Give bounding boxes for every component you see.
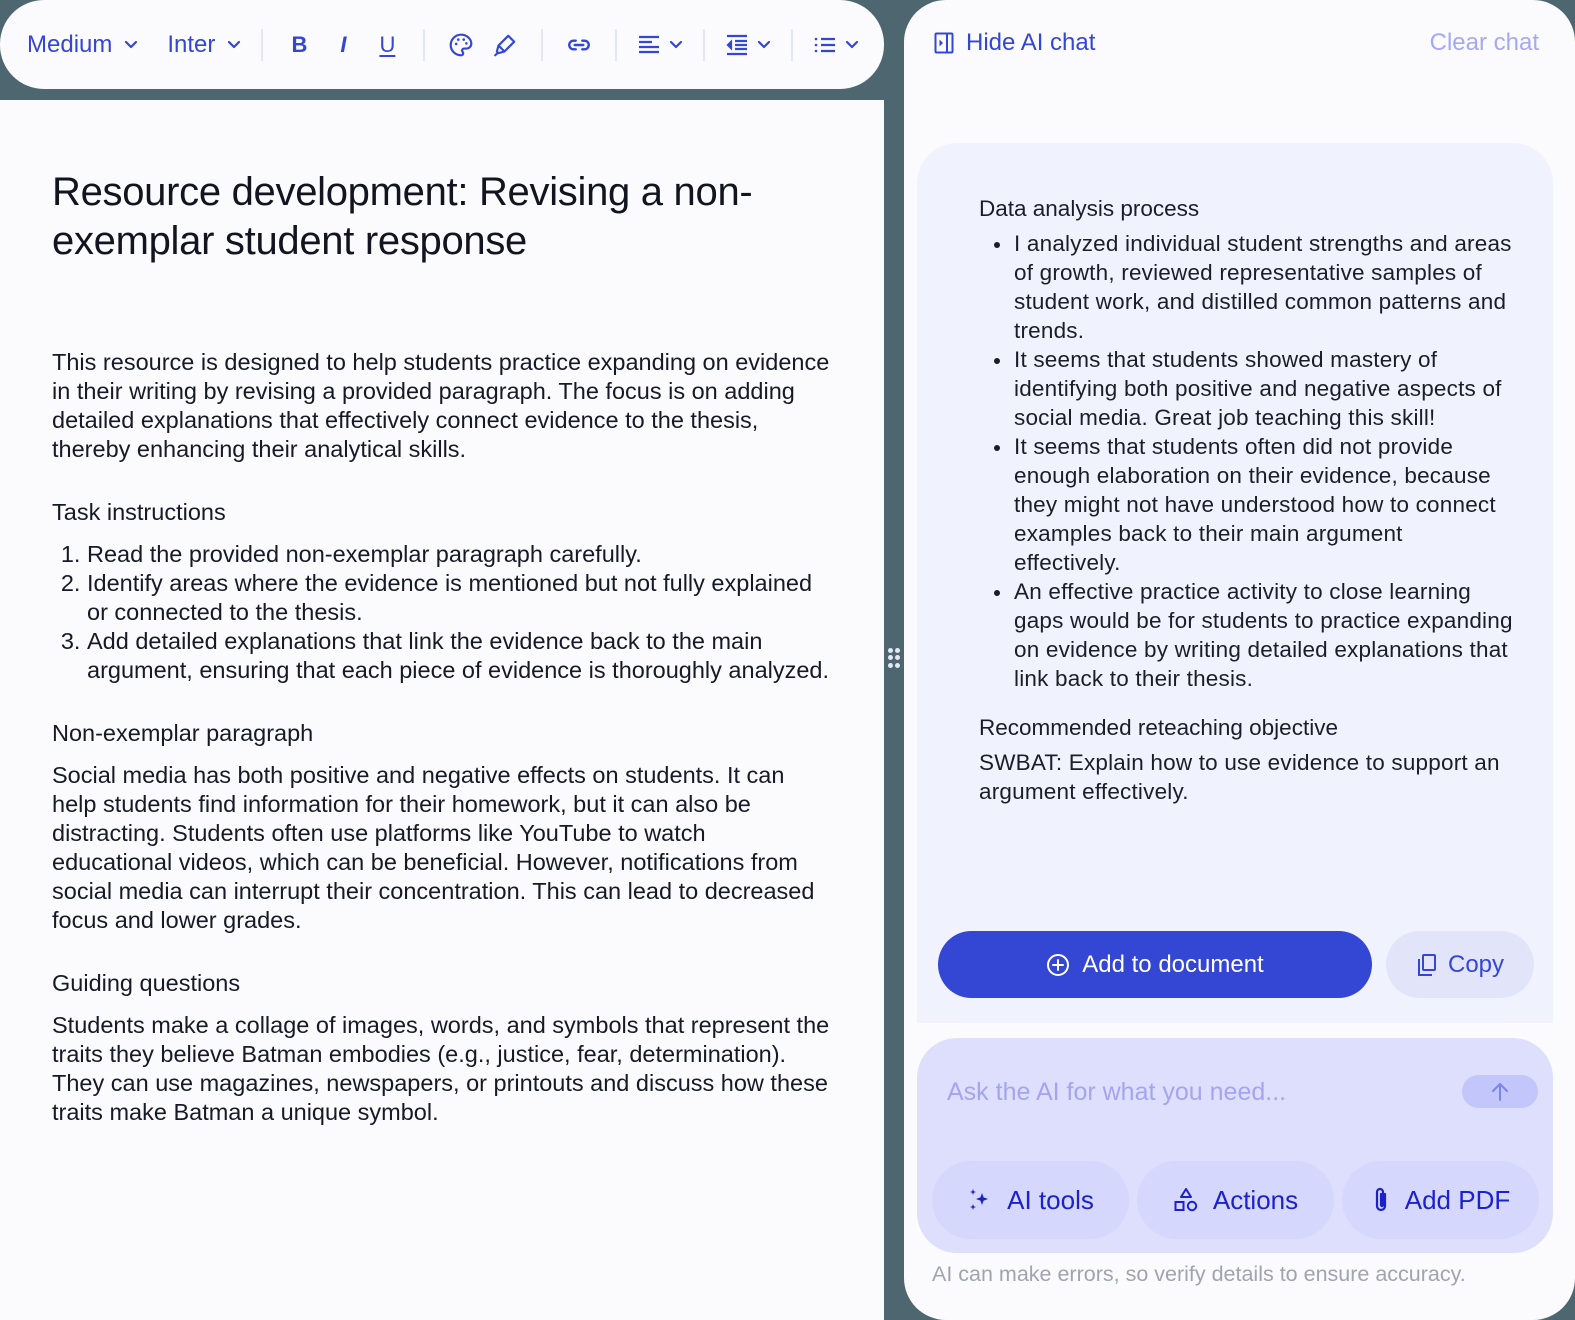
clear-chat-button[interactable]: Clear chat: [1429, 29, 1539, 56]
add-to-document-button[interactable]: [938, 931, 1372, 998]
send-button[interactable]: [1462, 1075, 1538, 1108]
text-style-dropdown[interactable]: [27, 31, 138, 59]
chat-composer: [917, 1038, 1553, 1253]
list-item: It seems that students showed mastery of identifying both positive and negative aspects of social media. Great job teaching this skill!: [1014, 345, 1513, 432]
add-pdf-label: Add PDF: [1404, 1184, 1511, 1215]
list-item: It seems that students often did not provide enough elaboration on their evidence, because they might not have understood how to connect examples back to their main argument effectively.: [1014, 432, 1513, 577]
paperclip-icon: [1371, 1186, 1391, 1214]
document-title: Resource development: Revising a non-exemplar student response: [52, 170, 753, 263]
sidebar-collapse-icon: [934, 32, 954, 54]
bullet-list-icon: [813, 33, 837, 57]
chevron-down-icon: [669, 40, 683, 49]
chat-header: [934, 27, 1539, 59]
link-icon: [566, 32, 592, 58]
ai-tools-button[interactable]: [932, 1161, 1129, 1239]
response-actions: [938, 931, 1534, 998]
list-item: An effective practice activity to close learning gaps would be for students to practice expanding on evidence by writing detailed explanations that link back to their thesis.: [1014, 579, 1513, 691]
add-to-document-label: Add to document: [1082, 950, 1264, 978]
chevron-down-icon: [845, 40, 859, 49]
ai-chat-panel: [904, 0, 1575, 1320]
hide-ai-chat-label: Hide AI chat: [966, 29, 1096, 56]
toolbar-divider: [541, 29, 543, 61]
shapes-icon: [1173, 1187, 1199, 1213]
formatting-toolbar: [0, 0, 884, 89]
response-bullet-list: [979, 229, 1513, 693]
chevron-down-icon: [227, 40, 241, 49]
non-exemplar-paragraph: Social media has both positive and negative effects on students. It can help students find information for their homework, but it can also be distracting. Students often use platforms like YouTube to watch educational videos, which can be beneficial. However, notifications from social media can interrupt their concentration. This can lead to decreased focus and lower grades.: [52, 762, 815, 933]
list-item: 3. Add detailed explanations that link the evidence back to the main argument, ensuring that each piece of evidence is thoroughly analyzed.: [87, 627, 832, 685]
section-heading-guiding-questions: Guiding questions: [52, 970, 241, 996]
alignment-dropdown[interactable]: [637, 33, 683, 57]
palette-icon: [448, 32, 474, 58]
text-style-value: Medium: [27, 30, 113, 58]
list-item: 2. Identify areas where the evidence is mentioned but not fully explained or connected to the thesis.: [87, 569, 832, 627]
sparkles-icon: [967, 1187, 993, 1213]
italic-icon: I: [340, 31, 347, 57]
align-left-icon: [637, 33, 661, 57]
toolbar-divider: [703, 29, 705, 61]
chevron-down-icon: [757, 40, 771, 49]
section-heading-non-exemplar: Non-exemplar paragraph: [52, 720, 314, 746]
copy-icon: [1416, 953, 1438, 977]
ai-disclaimer: AI can make errors, so verify details to ensure accuracy.: [932, 1262, 1466, 1286]
bold-button[interactable]: [284, 30, 314, 60]
hide-ai-chat-button[interactable]: [934, 29, 1095, 57]
task-instructions-list: [52, 540, 832, 685]
chevron-down-icon: [124, 40, 138, 49]
font-family-dropdown[interactable]: [167, 31, 241, 59]
indent-dropdown[interactable]: [725, 33, 771, 57]
highlight-button[interactable]: [490, 30, 520, 60]
actions-button[interactable]: [1137, 1161, 1334, 1239]
chat-input[interactable]: [947, 1074, 1447, 1110]
copy-button[interactable]: [1386, 931, 1534, 998]
highlighter-icon: [492, 32, 518, 58]
font-family-value: Inter: [167, 30, 216, 58]
drag-grip-icon: [888, 648, 900, 668]
underline-button[interactable]: [372, 30, 402, 60]
document-intro: This resource is designed to help students practice expanding on evidence in their writing by revising a provided paragraph. The focus is on adding detailed explanations that effectively connect evidence to the thesis, thereby enhancing their analytical skills.: [52, 349, 830, 462]
response-heading-reteaching: Recommended reteaching objective: [979, 715, 1338, 740]
copy-label: Copy: [1447, 950, 1505, 978]
response-heading-data-analysis: Data analysis process: [979, 196, 1200, 221]
add-pdf-button[interactable]: [1342, 1161, 1539, 1239]
text-color-button[interactable]: [446, 30, 476, 60]
italic-button[interactable]: [328, 30, 358, 60]
section-heading-task-instructions: Task instructions: [52, 499, 226, 525]
guiding-questions-paragraph: Students make a collage of images, words, and symbols that represent the traits they believe Batman embodies (e.g., justice, fear, determination). They can use magazines, newspapers, or printouts and discuss how these traits make Batman a unique symbol.: [52, 1012, 830, 1125]
list-item: I analyzed individual student strengths and areas of growth, reviewed representative samples of student work, and distilled common patterns and trends.: [1014, 231, 1512, 343]
bold-icon: B: [291, 31, 308, 57]
toolbar-divider: [423, 29, 425, 61]
composer-chips: [932, 1161, 1539, 1239]
outdent-icon: [725, 33, 749, 57]
arrow-up-icon: [1489, 1081, 1511, 1103]
toolbar-divider: [791, 29, 793, 61]
link-button[interactable]: [564, 30, 594, 60]
panel-resize-handle[interactable]: [884, 0, 904, 1320]
document-body[interactable]: [0, 100, 884, 1320]
list-dropdown[interactable]: [813, 33, 859, 57]
underline-icon: U: [379, 31, 396, 57]
list-item: 1. Read the provided non-exemplar paragraph carefully.: [87, 540, 832, 569]
reteaching-objective: SWBAT: Explain how to use evidence to support an argument effectively.: [979, 750, 1500, 804]
actions-label: Actions: [1212, 1184, 1299, 1215]
plus-circle-icon: [1046, 953, 1070, 977]
toolbar-divider: [615, 29, 617, 61]
ai-tools-label: AI tools: [1007, 1184, 1094, 1215]
ai-response-card: [917, 143, 1553, 1023]
toolbar-divider: [261, 29, 263, 61]
